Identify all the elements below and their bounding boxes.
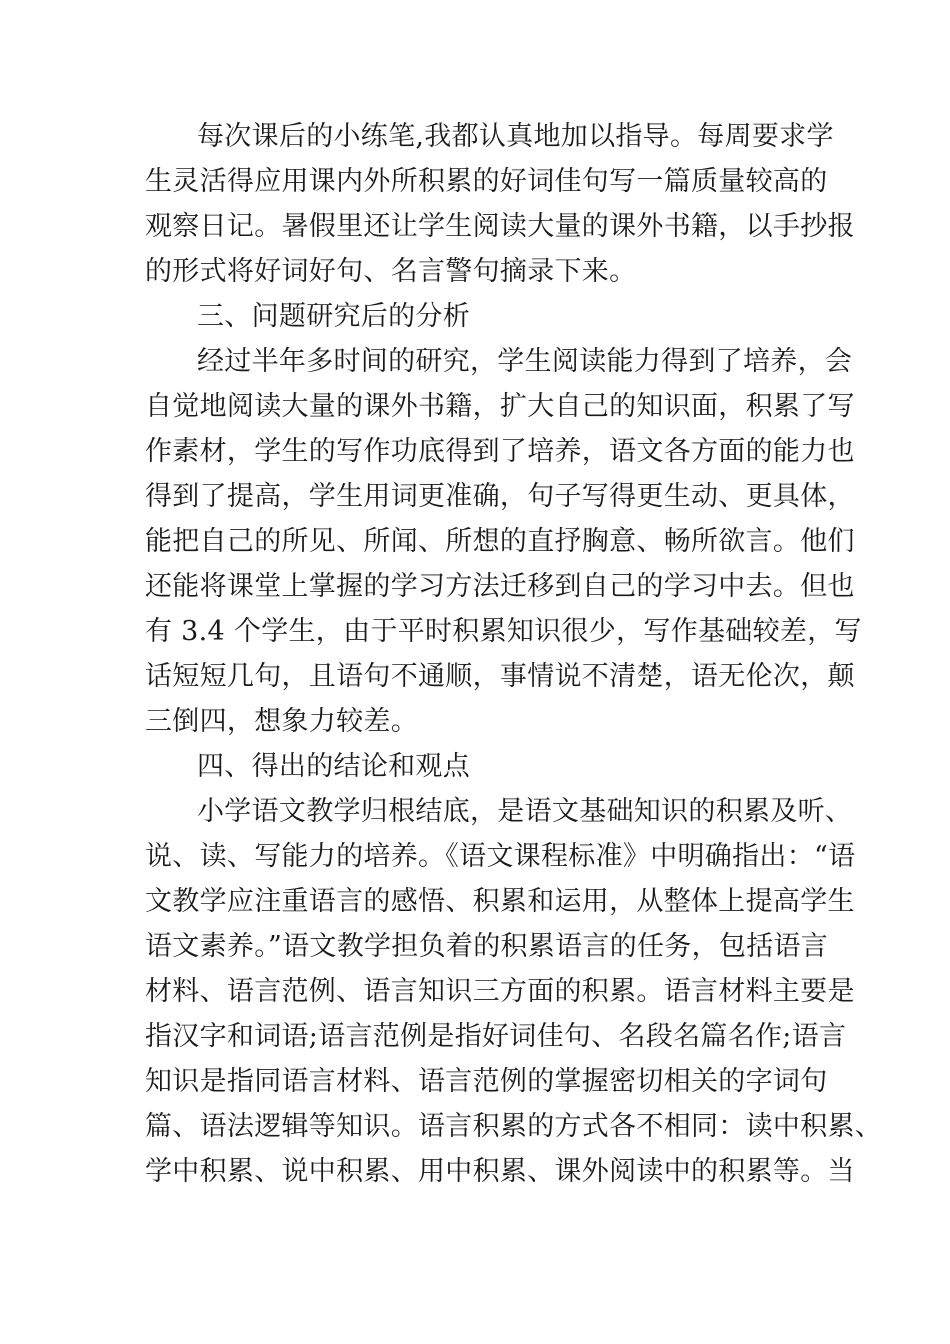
paragraph-line: 指汉字和词语;语言范例是指好词佳句、名段名篇名作;语言	[145, 1021, 847, 1052]
paragraph-line: 经过半年多时间的研究，学生阅读能力得到了培养，会	[197, 346, 853, 377]
paragraph-line: 观察日记。暑假里还让学生阅读大量的课外书籍，以手抄报	[145, 211, 855, 242]
paragraph-line: 作素材，学生的写作功底得到了培养，语文各方面的能力也	[145, 436, 855, 467]
paragraph-line: 材料、语言范例、语言知识三方面的积累。语言材料主要是	[145, 976, 855, 1007]
paragraph-line: 的形式将好词好句、名言警句摘录下来。	[145, 256, 637, 287]
paragraph-line: 文教学应注重语言的感悟、积累和运用，从整体上提高学生	[145, 886, 855, 917]
paragraph-line: 知识是指同语言材料、语言范例的掌握密切相关的字词句	[145, 1066, 828, 1097]
paragraph-line: 每次课后的小练笔,我都认真地加以指导。每周要求学	[197, 121, 834, 152]
paragraph-line: 有 3.4 个学生，由于平时积累知识很少，写作基础较差，写	[145, 616, 862, 647]
paragraph-line: 篇、语法逻辑等知识。语言积累的方式各不相同：读中积累、	[145, 1111, 883, 1142]
paragraph-line: 还能将课堂上掌握的学习方法迁移到自己的学习中去。但也	[145, 571, 855, 602]
paragraph-line: 能把自己的所见、所闻、所想的直抒胸意、畅所欲言。他们	[145, 526, 855, 557]
section-heading: 四、得出的结论和观点	[197, 751, 470, 782]
section-heading: 三、问题研究后的分析	[197, 301, 470, 332]
paragraph-line: 话短短几句，且语句不通顺，事情说不清楚，语无伦次，颠	[145, 661, 855, 692]
paragraph-line: 三倒四，想象力较差。	[145, 706, 418, 737]
paragraph-line: 生灵活得应用课内外所积累的好词佳句写一篇质量较高的	[145, 166, 828, 197]
paragraph-line: 小学语文教学归根结底，是语文基础知识的积累及听、	[197, 796, 853, 827]
paragraph-line: 学中积累、说中积累、用中积累、课外阅读中的积累等。当	[145, 1156, 855, 1187]
paragraph-line: 说、读、写能力的培养。《语文课程标准》中明确指出：“语	[145, 841, 856, 872]
paragraph-line: 自觉地阅读大量的课外书籍，扩大自己的知识面，积累了写	[145, 391, 855, 422]
paragraph-line: 得到了提高，学生用词更准确，句子写得更生动、更具体，	[145, 481, 855, 512]
paragraph-line: 语文素养。”语文教学担负着的积累语言的任务，包括语言	[145, 931, 829, 962]
